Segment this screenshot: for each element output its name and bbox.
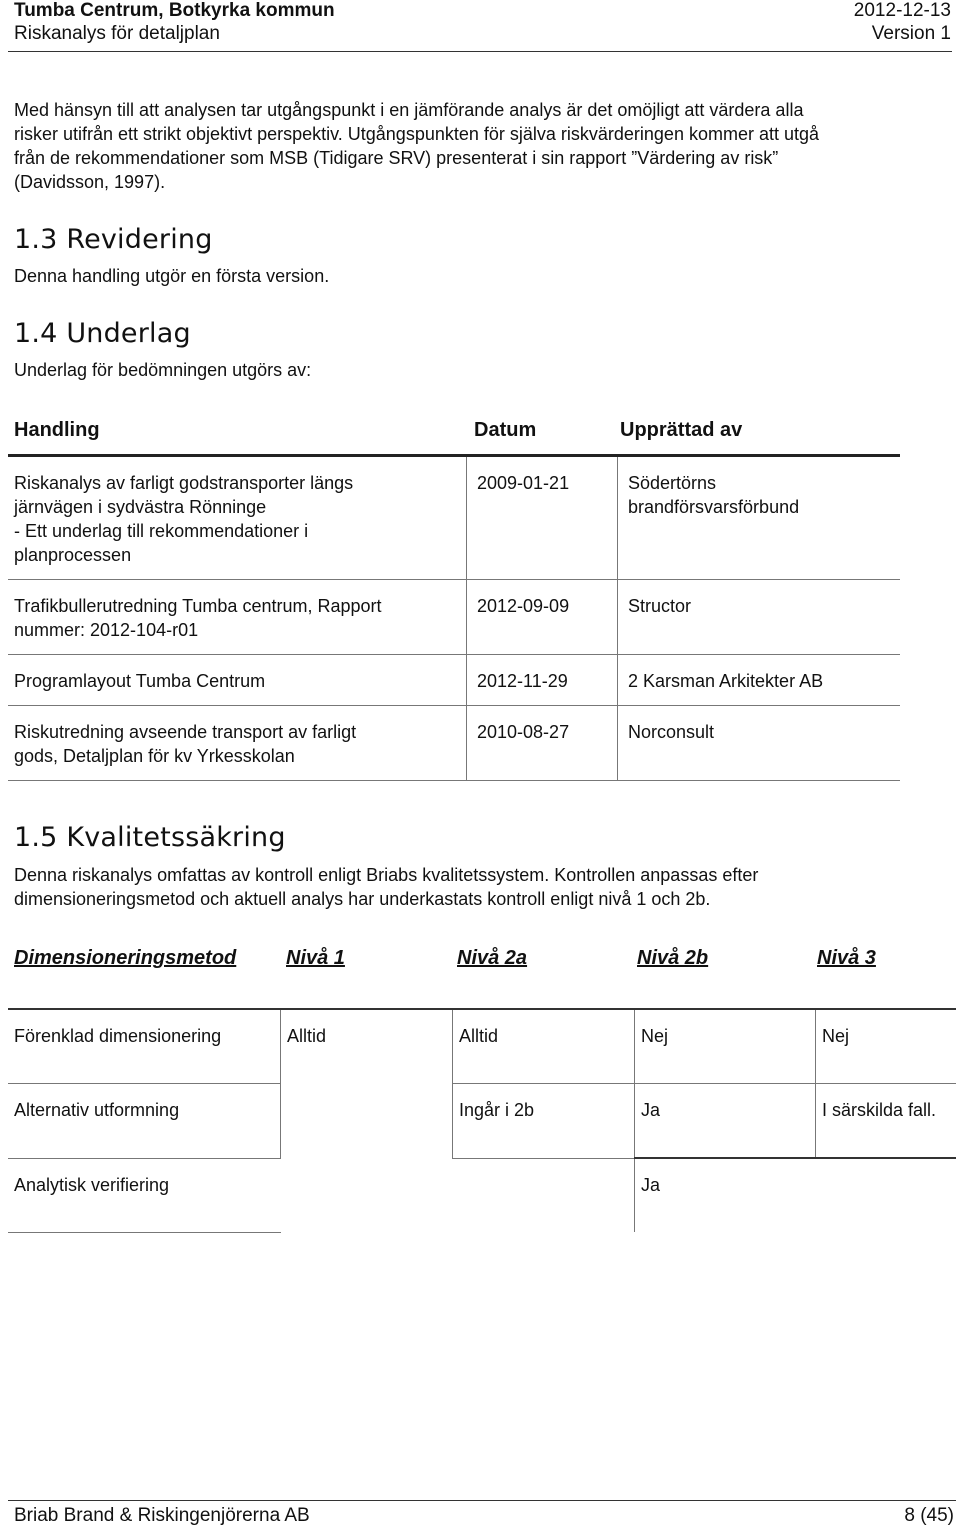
underlag-text: Underlag för bedömningen utgörs av: bbox=[14, 360, 312, 380]
document-version: Version 1 bbox=[871, 23, 951, 44]
level-cell: Ja bbox=[635, 1158, 816, 1232]
document-header-subtitle: Riskanalys för detaljplan bbox=[14, 23, 220, 44]
table-row bbox=[8, 1009, 956, 1084]
document-header-title: Tumba Centrum, Botkyrka kommun bbox=[14, 0, 335, 21]
kvalitet-line: dimensioneringsmetod och aktuell analys har underkastats kontroll enligt nivå 1 och 2b. bbox=[14, 889, 711, 909]
datum-cell: 2012-09-09 bbox=[467, 580, 618, 655]
section-heading-kvalitetssakring: 1.5 Kvalitetssäkring bbox=[14, 822, 286, 853]
kvalitet-table bbox=[8, 1008, 956, 1233]
section-heading-underlag: 1.4 Underlag bbox=[14, 318, 191, 349]
cell-line: Riskanalys av farligt godstransporter längs bbox=[14, 473, 354, 493]
cell-line: järnvägen i sydvästra Rönninge bbox=[14, 497, 267, 517]
intro-line: Med hänsyn till att analysen tar utgångspunkt i en jämförande analys är det omöjligt att värdera alla bbox=[14, 100, 804, 120]
method-cell: Förenklad dimensionering bbox=[8, 1009, 281, 1084]
footer-company: Briab Brand & Riskingenjörerna AB bbox=[14, 1505, 310, 1526]
footer-divider bbox=[8, 1500, 956, 1501]
handling-cell bbox=[8, 706, 467, 781]
column-header-handling: Handling bbox=[14, 419, 100, 441]
method-cell: Alternativ utformning bbox=[8, 1084, 281, 1159]
level-cell: Ja bbox=[635, 1084, 816, 1159]
cell-line: brandförsvarsförbund bbox=[628, 497, 800, 517]
datum-cell: 2012-11-29 bbox=[467, 655, 618, 706]
table-row bbox=[8, 706, 900, 781]
table-row bbox=[8, 580, 900, 655]
handling-cell: Programlayout Tumba Centrum bbox=[8, 655, 467, 706]
table-row bbox=[8, 456, 900, 580]
column-header-niva-2a: Nivå 2a bbox=[457, 947, 528, 969]
kvalitet-paragraph bbox=[14, 863, 758, 911]
kvalitet-line: Denna riskanalys omfattas av kontroll enligt Briabs kvalitetssystem. Kontrollen anpassas efter bbox=[14, 865, 759, 885]
datum-cell: 2010-08-27 bbox=[467, 706, 618, 781]
table-row bbox=[8, 655, 900, 706]
cell-line: gods, Detaljplan för kv Yrkesskolan bbox=[14, 746, 295, 766]
level-cell bbox=[281, 1158, 453, 1232]
column-header-niva-1: Nivå 1 bbox=[286, 947, 345, 969]
page-number: 8 (45) bbox=[904, 1505, 954, 1526]
upprattad-cell: 2 Karsman Arkitekter AB bbox=[618, 655, 901, 706]
column-header-niva-2b: Nivå 2b bbox=[637, 947, 709, 969]
intro-paragraph bbox=[14, 98, 950, 194]
table-row bbox=[8, 1084, 956, 1159]
document-date: 2012-12-13 bbox=[853, 0, 951, 21]
handling-cell bbox=[8, 580, 467, 655]
level-cell: Nej bbox=[816, 1009, 957, 1084]
intro-line: (Davidsson, 1997). bbox=[14, 172, 166, 192]
level-cell: Alltid bbox=[453, 1009, 635, 1084]
level-cell bbox=[281, 1084, 453, 1159]
level-cell: Ingår i 2b bbox=[453, 1084, 635, 1159]
section-heading-revidering: 1.3 Revidering bbox=[14, 224, 213, 255]
upprattad-cell bbox=[618, 456, 901, 580]
column-header-datum: Datum bbox=[474, 419, 537, 441]
table-row bbox=[8, 1158, 956, 1232]
level-cell: I särskilda fall. bbox=[822, 1100, 937, 1120]
intro-line: från de rekommendationer som MSB (Tidigare SRV) presenterat i sin rapport ”Värdering av risk” bbox=[14, 148, 779, 168]
level-cell bbox=[453, 1158, 635, 1232]
datum-cell: 2009-01-21 bbox=[467, 456, 618, 580]
cell-line: Södertörns bbox=[628, 473, 717, 493]
method-cell: Analytisk verifiering bbox=[8, 1158, 281, 1232]
revidering-text: Denna handling utgör en första version. bbox=[14, 266, 330, 286]
underlag-table bbox=[8, 454, 900, 781]
header-divider bbox=[8, 51, 952, 52]
cell-line: - Ett underlag till rekommendationer i bbox=[14, 521, 309, 541]
column-header-upprattad-av: Upprättad av bbox=[620, 419, 743, 441]
level-cell: Alltid bbox=[281, 1009, 453, 1084]
level-cell bbox=[816, 1158, 957, 1232]
cell-line: Trafikbullerutredning Tumba centrum, Rapport bbox=[14, 596, 382, 616]
upprattad-cell: Structor bbox=[618, 580, 901, 655]
intro-line: risker utifrån ett strikt objektivt perspektiv. Utgångspunkten för själva riskvärderingen kommer att utgå bbox=[14, 124, 820, 144]
upprattad-cell: Norconsult bbox=[618, 706, 901, 781]
cell-line: planprocessen bbox=[14, 545, 132, 565]
cell-line: nummer: 2012-104-r01 bbox=[14, 620, 199, 640]
handling-cell bbox=[8, 456, 467, 580]
column-header-niva-3: Nivå 3 bbox=[817, 947, 876, 969]
cell-line: Riskutredning avseende transport av farligt bbox=[14, 722, 357, 742]
level-cell: Nej bbox=[635, 1009, 816, 1084]
column-header-dimensioneringsmetod: Dimensioneringsmetod bbox=[14, 947, 237, 969]
